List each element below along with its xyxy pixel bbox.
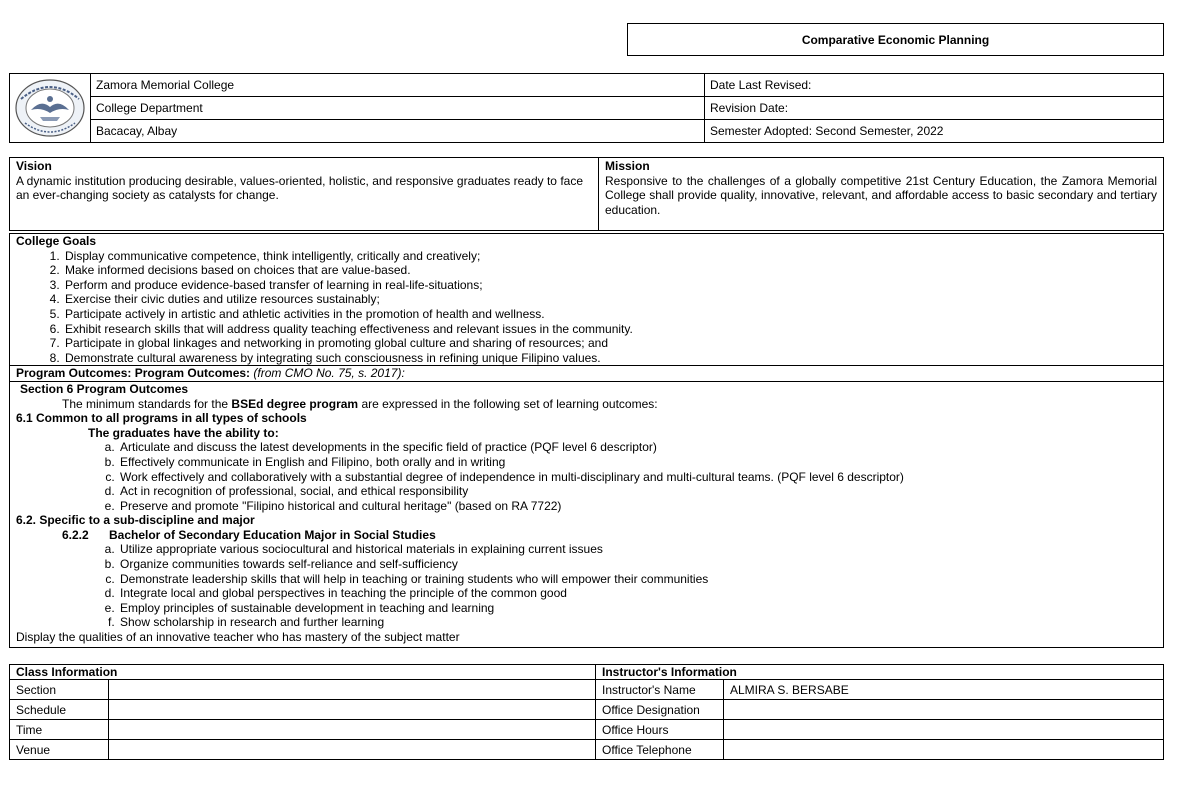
goal-item: 3. Perform and produce evidence-based transfer of learning in real-life-situations; <box>63 278 1163 293</box>
major-title: Bachelor of Secondary Education Major in Social Studies <box>109 527 436 542</box>
instructor-value <box>724 740 1164 760</box>
outcome-item: e. Employ principles of sustainable development in teaching and learning <box>118 601 1163 616</box>
vision-cell <box>10 158 599 231</box>
vision-heading: Vision <box>16 159 52 173</box>
class-label: Time <box>10 720 109 740</box>
po-heading-text: Program Outcomes: Program Outcomes: <box>16 366 251 381</box>
ability-heading: The graduates have the ability to: <box>88 425 279 440</box>
outcome-item: d. Integrate local and global perspectives in teaching the principle of the common good <box>118 586 1163 601</box>
outcome-item: e. Preserve and promote "Filipino historical and cultural heritage" (based on RA 7722) <box>118 499 1163 514</box>
document-title: Comparative Economic Planning <box>627 23 1164 56</box>
school-header-table <box>9 73 1164 143</box>
outcome-item: b. Organize communities towards self-reliance and self-sufficiency <box>118 557 1163 572</box>
goals-outcomes-section <box>9 233 1164 648</box>
common-outcomes-list <box>10 440 1163 513</box>
instructor-value: ALMIRA S. BERSABE <box>724 680 1164 700</box>
outcome-item: d. Act in recognition of professional, social, and ethical responsibility <box>118 484 1163 499</box>
instructor-label: Instructor's Name <box>596 680 724 700</box>
vision-text: A dynamic institution producing desirable, values-oriented, holistic, and responsive graduates ready to face an ever-changing society as catalysts for change. <box>16 173 583 202</box>
mission-cell <box>599 158 1164 231</box>
instructor-label: Office Telephone <box>596 740 724 760</box>
class-value <box>109 720 596 740</box>
po-source: (from CMO No. 75, s. 2017): <box>253 366 405 381</box>
instructor-info-heading: Instructor's Information <box>596 665 1164 680</box>
specific-heading: 6.2. Specific to a sub-discipline and major <box>16 513 255 528</box>
instructor-label: Office Designation <box>596 700 724 720</box>
outcome-item: f. Show scholarship in research and further learning <box>118 615 1163 630</box>
college-seal-icon <box>13 77 87 139</box>
department-name: College Department <box>91 97 705 120</box>
goal-item: 2. Make informed decisions based on choices that are value-based. <box>63 263 1163 278</box>
po-intro-pre: The minimum standards for the <box>62 396 232 411</box>
class-label: Section <box>10 680 109 700</box>
class-value <box>109 700 596 720</box>
class-value <box>109 680 596 700</box>
revision-date: Revision Date: <box>705 97 1164 120</box>
closing-outcome: Display the qualities of an innovative teacher who has mastery of the subject matter <box>16 630 460 645</box>
date-last-revised: Date Last Revised: <box>705 74 1164 97</box>
instructor-label: Office Hours <box>596 720 724 740</box>
school-location: Bacacay, Albay <box>91 120 705 143</box>
mission-text: Responsive to the challenges of a globally competitive 21st Century Education, the Zamora Memorial College shall provide quality, innovative, relevant, and affordable access to basic secondary and tertiary education. <box>605 173 1157 217</box>
goal-item: 4. Exercise their civic duties and utilize resources sustainably; <box>63 292 1163 307</box>
class-info-heading: Class Information <box>10 665 596 680</box>
specific-outcomes-list <box>10 542 1163 630</box>
goal-item: 8. Demonstrate cultural awareness by integrating such consciousness in refining unique Filipino values. <box>63 351 1163 366</box>
major-heading <box>10 528 1163 543</box>
outcome-item: a. Articulate and discuss the latest developments in the specific field of practice (PQF level 6 descriptor) <box>118 440 1163 455</box>
goal-item: 1. Display communicative competence, think intelligently, critically and creatively; <box>63 249 1163 264</box>
outcome-item: a. Utilize appropriate various sociocultural and historical materials in explaining current issues <box>118 542 1163 557</box>
class-label: Schedule <box>10 700 109 720</box>
class-value <box>109 740 596 760</box>
goal-item: 6. Exhibit research skills that will address quality teaching effectiveness and relevant issues in the community. <box>63 322 1163 337</box>
goal-item: 7. Participate in global linkages and networking in promoting global culture and sharing of resources; and <box>63 336 1163 351</box>
class-instructor-table <box>9 664 1164 760</box>
instructor-value <box>724 700 1164 720</box>
outcome-item: b. Effectively communicate in English and Filipino, both orally and in writing <box>118 455 1163 470</box>
vision-mission-table <box>9 157 1164 231</box>
program-outcomes-heading <box>10 365 1163 382</box>
logo-cell <box>10 74 91 143</box>
outcome-item: c. Demonstrate leadership skills that will help in teaching or training students who will empower their communities <box>118 572 1163 587</box>
school-name: Zamora Memorial College <box>91 74 705 97</box>
po-intro-bold: BSEd degree program <box>231 396 359 411</box>
class-label: Venue <box>10 740 109 760</box>
semester-adopted: Semester Adopted: Second Semester, 2022 <box>705 120 1164 143</box>
section-title: Section 6 Program Outcomes <box>20 381 189 396</box>
major-number: 6.2.2 <box>62 527 89 542</box>
po-intro-post: are expressed in the following set of learning outcomes: <box>358 396 658 411</box>
goals-list <box>10 249 1163 366</box>
po-intro <box>10 397 1163 412</box>
instructor-value <box>724 720 1164 740</box>
outcome-item: c. Work effectively and collaboratively with a substantial degree of independence in multi-disciplinary and multi-cultural teams. (PQF level 6 descriptor) <box>118 470 1163 485</box>
goal-item: 5. Participate actively in artistic and athletic activities in the promotion of health and wellness. <box>63 307 1163 322</box>
common-heading: 6.1 Common to all programs in all types of schools <box>16 411 307 426</box>
mission-heading: Mission <box>605 159 650 173</box>
goals-heading: College Goals <box>16 234 97 248</box>
